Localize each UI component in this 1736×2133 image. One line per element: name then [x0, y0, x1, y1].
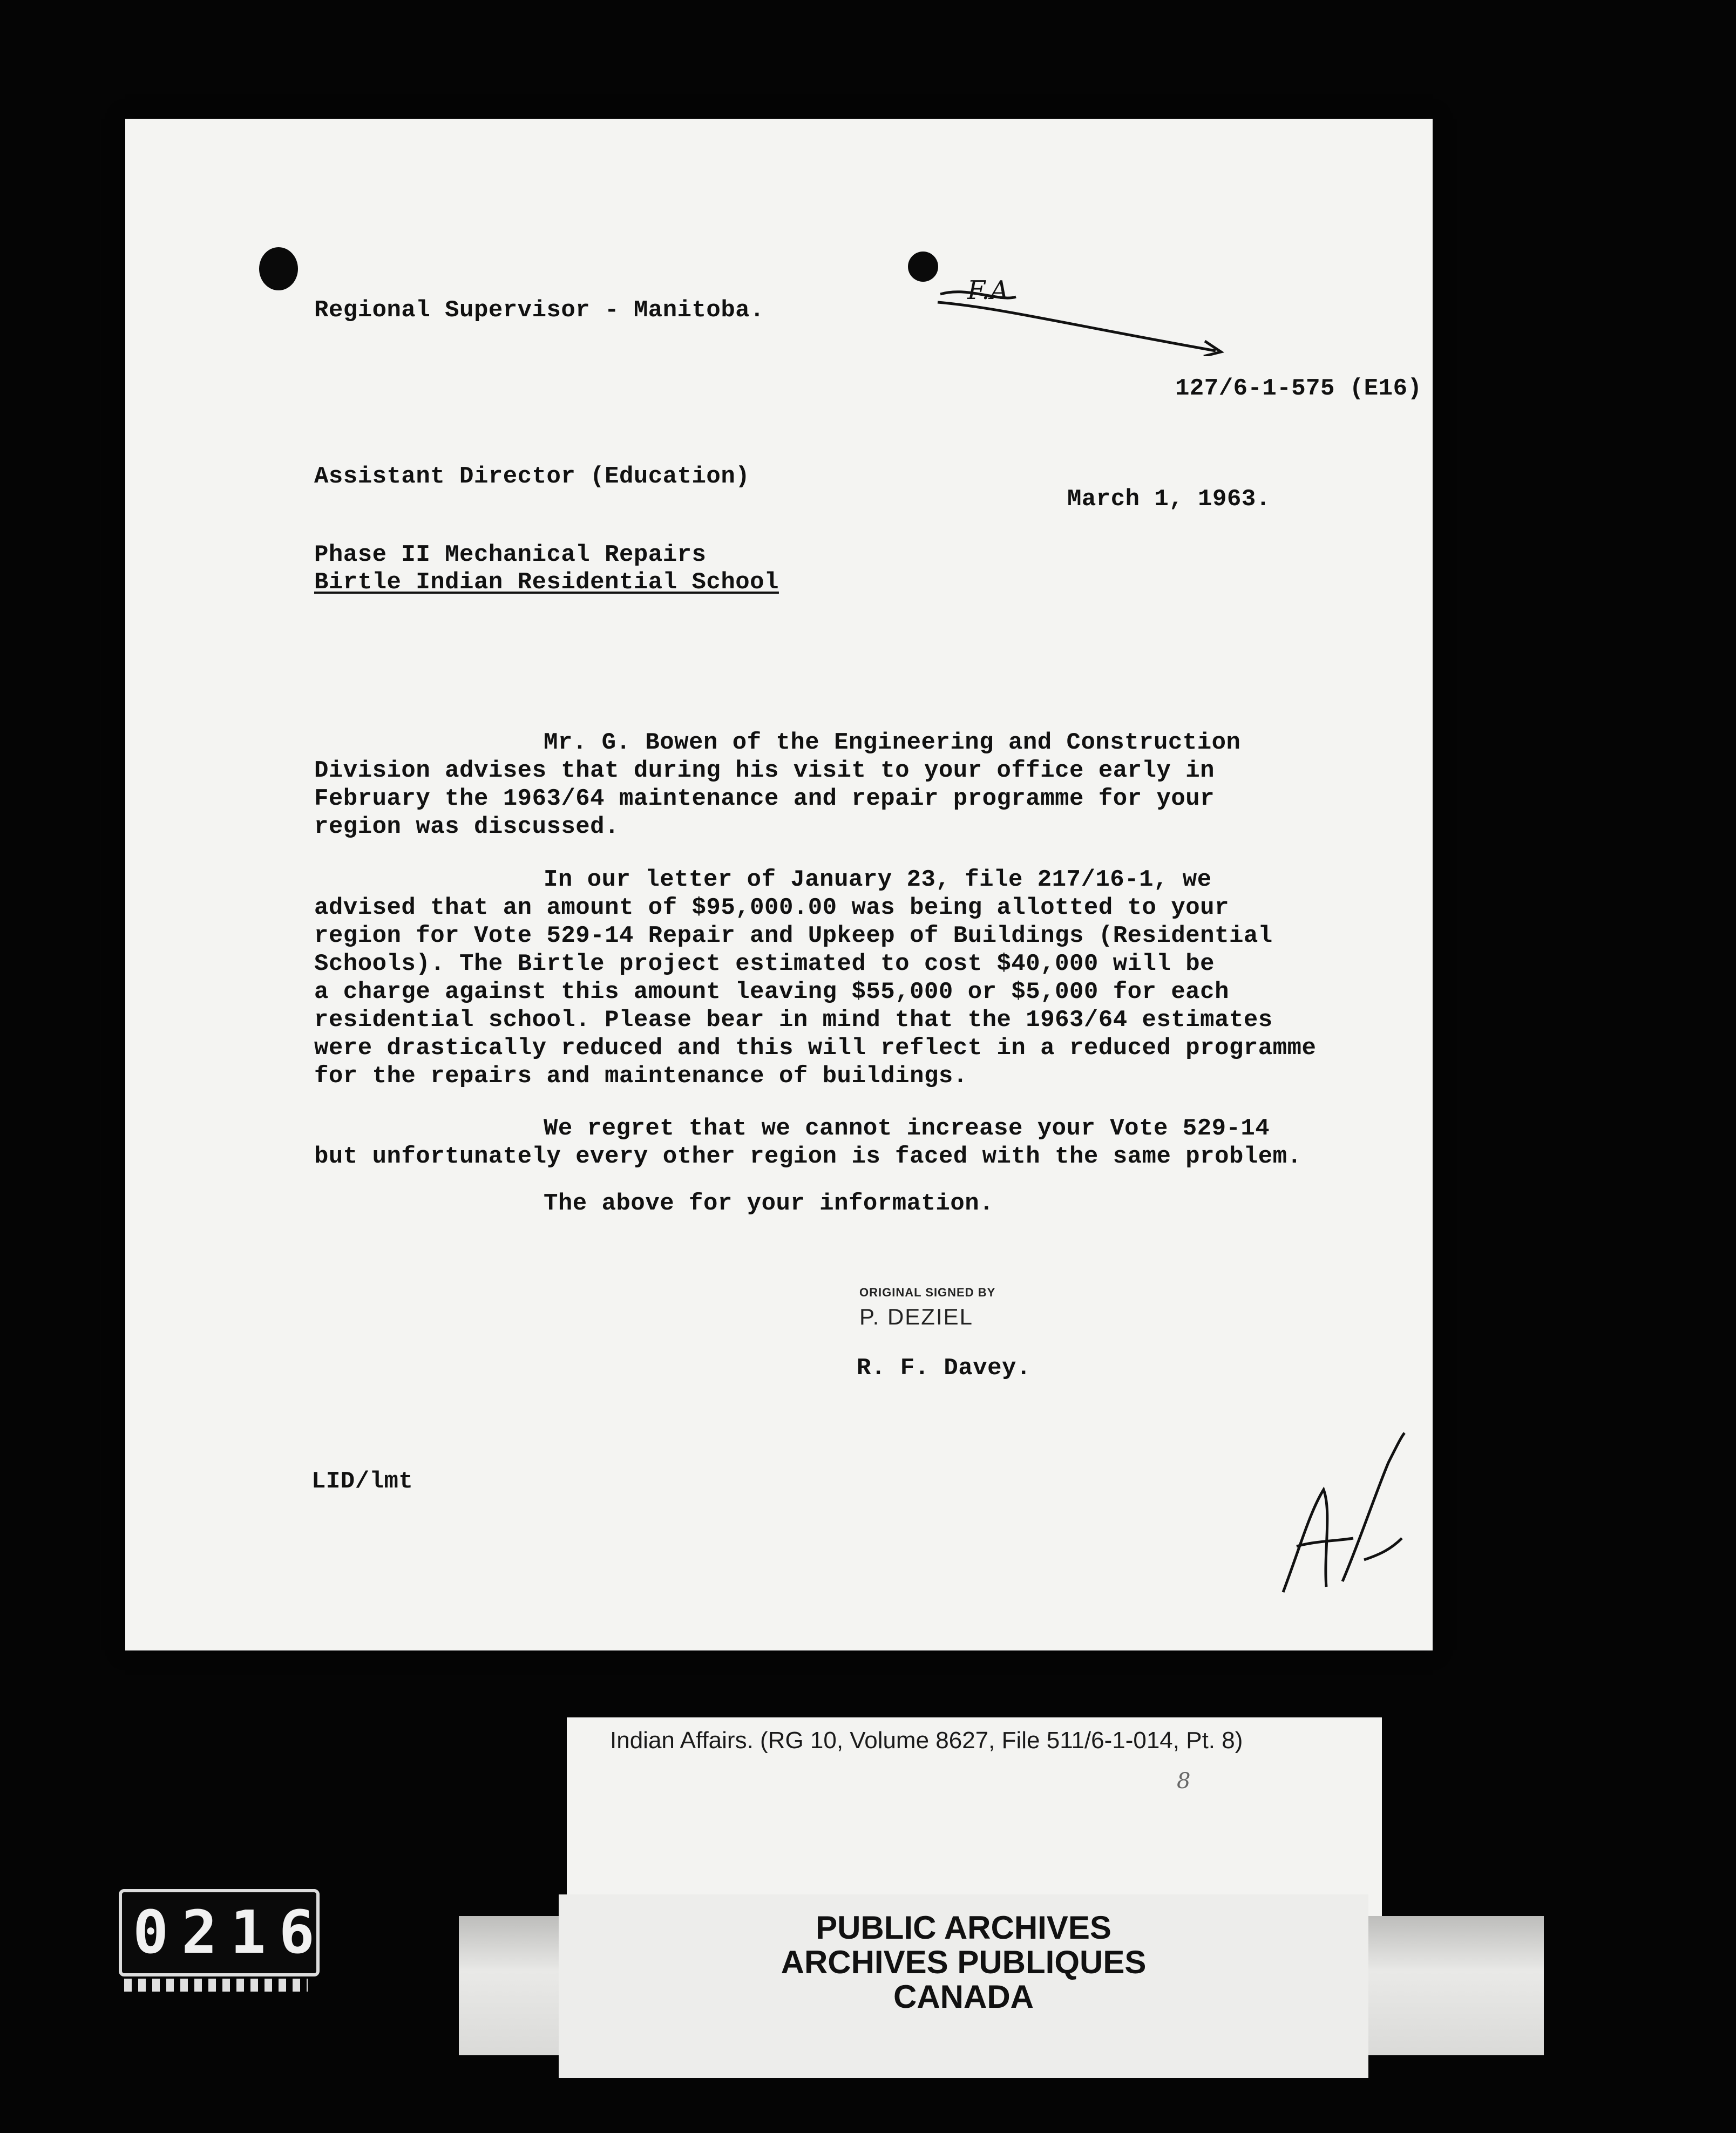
handwritten-initials [1272, 1430, 1413, 1608]
paragraph-1-line: February the 1963/64 maintenance and repair programme for your [314, 785, 1215, 812]
archive-citation: Indian Affairs. (RG 10, Volume 8627, File 511/6-1-014, Pt. 8) [610, 1727, 1243, 1754]
paragraph-2-line: In our letter of January 23, file 217/16-1, we [544, 866, 1212, 893]
signed-stamp-header: ORIGINAL SIGNED BY [859, 1286, 996, 1299]
subject-line-1: Phase II Mechanical Repairs [314, 541, 707, 568]
paragraph-3 [314, 1115, 1302, 1171]
film-ticks [124, 1979, 308, 1992]
paragraph-1 [314, 729, 1240, 841]
archives-stamp [561, 1911, 1366, 2014]
paragraph-2-line: a charge against this amount leaving $55,000 or $5,000 for each [314, 979, 1229, 1006]
handwritten-mark: 8 [1177, 1769, 1191, 1794]
paragraph-2-line: Schools). The Birtle project estimated to cost $40,000 will be [314, 950, 1215, 977]
archives-line-2: ARCHIVES PUBLIQUES [781, 1944, 1147, 1980]
paragraph-3-line: We regret that we cannot increase your Vote 529-14 [544, 1115, 1270, 1142]
archives-line-3: CANADA [893, 1979, 1034, 2015]
paragraph-1-line: Division advises that during his visit to your office early in [314, 757, 1215, 784]
arrow-line [935, 281, 1237, 356]
punch-hole-right [908, 252, 938, 282]
paragraph-1-line: Mr. G. Bowen of the Engineering and Construction [544, 729, 1241, 756]
file-mark: F.A [967, 275, 1009, 305]
frame-number: 0216 [133, 1898, 328, 1967]
sender: Assistant Director (Education) [314, 463, 750, 490]
subject-line-2: Birtle Indian Residential School [314, 569, 779, 596]
letter-date: March 1, 1963. [1067, 486, 1271, 513]
signed-stamp-name: P. DEZIEL [859, 1304, 973, 1329]
paragraph-2-line: region for Vote 529-14 Repair and Upkeep of Buildings (Residential [314, 922, 1273, 949]
typist-initials: LID/lmt [311, 1468, 413, 1495]
paragraph-2-line: advised that an amount of $95,000.00 was being allotted to your [314, 894, 1229, 921]
punch-hole-left [259, 247, 298, 290]
recipient: Regional Supervisor - Manitoba. [314, 297, 765, 324]
paragraph-2 [314, 866, 1316, 1090]
letter-page [125, 119, 1433, 1650]
signatory: R. F. Davey. [857, 1355, 1031, 1382]
paragraph-2-line: residential school. Please bear in mind that the 1963/64 estimates [314, 1007, 1273, 1034]
paragraph-2-line: were drastically reduced and this will reflect in a reduced programme [314, 1035, 1317, 1062]
frame-counter [119, 1889, 328, 1976]
paragraph-2-line: for the repairs and maintenance of buildings. [314, 1063, 968, 1090]
file-reference: 127/6-1-575 (E16) [1175, 375, 1422, 402]
archives-line-1: PUBLIC ARCHIVES [816, 1910, 1111, 1946]
closing-line: The above for your information. [544, 1190, 994, 1217]
paragraph-1-line: region was discussed. [314, 813, 619, 840]
paragraph-3-line: but unfortunately every other region is faced with the same problem. [314, 1143, 1302, 1170]
